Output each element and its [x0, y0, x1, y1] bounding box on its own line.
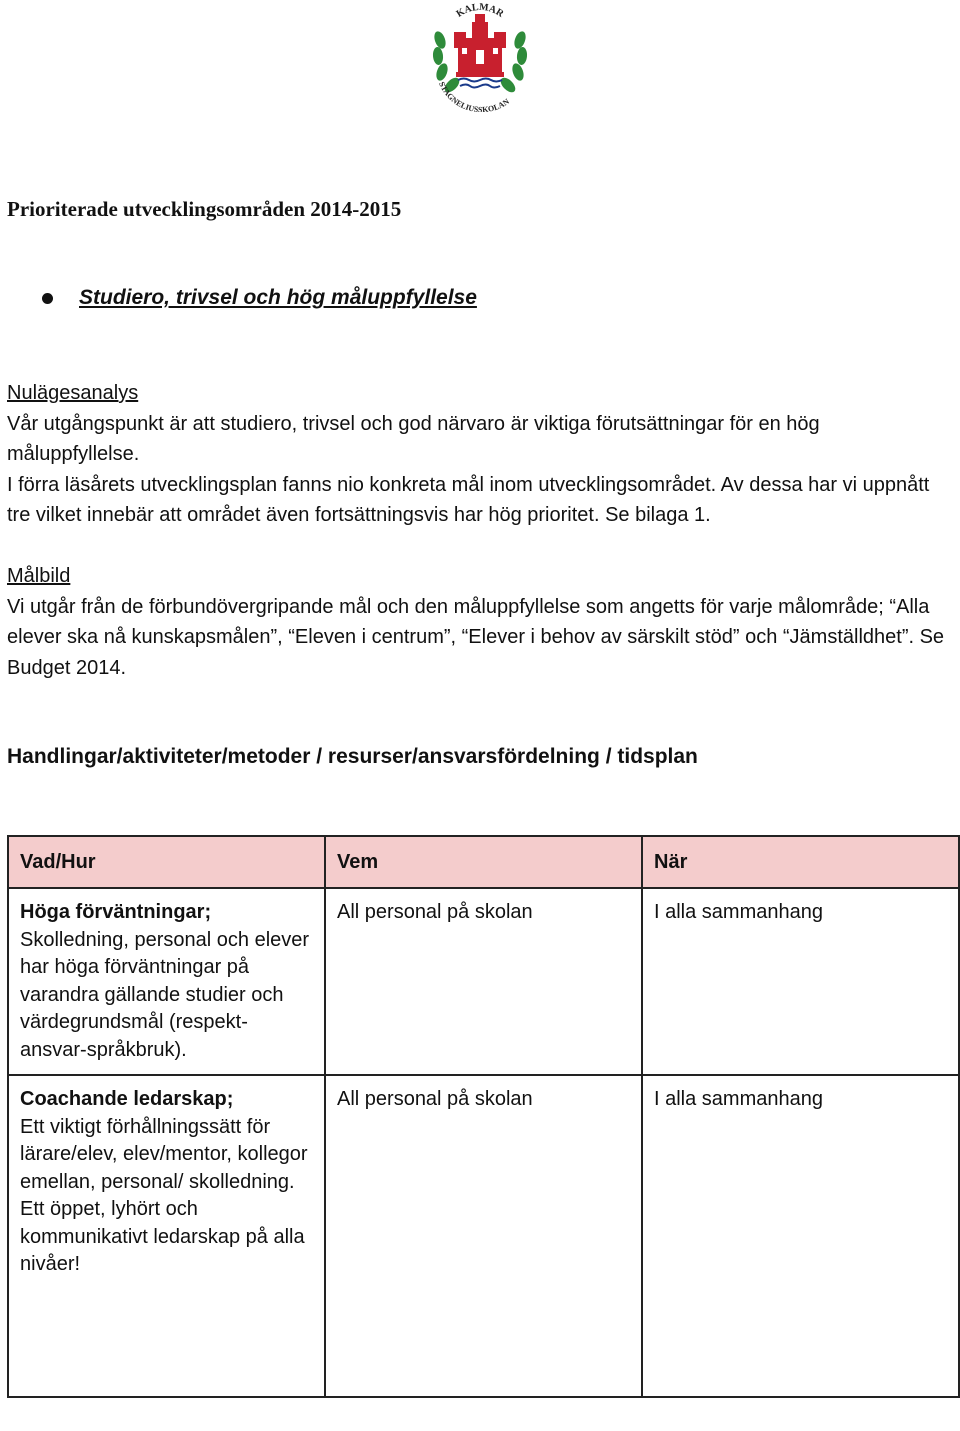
nulage-section [7, 378, 957, 531]
focus-area-bullet [42, 286, 477, 310]
header-vad-hur: Vad/Hur [8, 836, 325, 888]
header-vem: Vem [325, 836, 642, 888]
logo-top-text: KALMAR [454, 1, 506, 20]
malbild-section [7, 561, 957, 683]
header-nar: När [642, 836, 959, 888]
action-plan-table [7, 835, 960, 1398]
cell-vem: All personal på skolan [325, 1075, 642, 1397]
cell-vem: All personal på skolan [325, 888, 642, 1075]
cell-title: Coachande ledarskap; [20, 1088, 234, 1110]
table-row [8, 1075, 959, 1397]
focus-area-label: Studiero, trivsel och hög måluppfyllelse [79, 286, 477, 309]
cell-nar: I alla sammanhang [642, 1075, 959, 1397]
bullet-icon [42, 293, 53, 304]
cell-vad-hur [8, 1075, 325, 1397]
cell-title: Höga förväntningar; [20, 901, 212, 923]
logo-bottom-text: STAGNELIUSSKOLAN [437, 80, 511, 112]
cell-body: Skolledning, personal och elever har höga förväntningar på varandra gällande studier och värdegrundsmål (respekt-ansvar-språkbruk). [20, 928, 310, 1061]
cell-vad-hur [8, 888, 325, 1075]
section-title: Handlingar/aktiviteter/metoder / resurser/ansvarsfördelning / tidsplan [7, 745, 698, 768]
school-crest-logo [428, 0, 532, 112]
cell-body: Ett viktigt förhållningssätt för lärare/elev, elev/mentor, kollegor emellan, personal/ skolledning. Ett öppet, lyhört och kommunikativt ledarskap på alla nivåer! [20, 1115, 308, 1275]
nulage-paragraph: I förra läsårets utvecklingsplan fanns nio konkreta mål inom utvecklingsområdet. Av dessa har vi uppnått tre vilket innebär att området även fortsättningsvis har hög prioritet. Se bilaga 1. [7, 473, 930, 526]
page-title: Prioriterade utvecklingsområden 2014-2015 [7, 197, 402, 221]
malbild-paragraph: Vi utgår från de förbundövergripande mål och den måluppfyllelse som angetts för varje målområde; “Alla elever ska nå kunskapsmålen”, “Eleven i centrum”, “Elever i behov av särskilt stöd” och “Jämställdhet”. Se Budget 2014. [7, 595, 945, 679]
cell-nar: I alla sammanhang [642, 888, 959, 1075]
table-row [8, 888, 959, 1075]
nulage-heading: Nulägesanalys [7, 382, 139, 404]
malbild-heading: Målbild [7, 565, 71, 587]
nulage-paragraph: Vår utgångspunkt är att studiero, trivsel och god närvaro är viktiga förutsättningar för en hög måluppfyllelse. [7, 412, 820, 465]
table-header-row [8, 836, 959, 888]
